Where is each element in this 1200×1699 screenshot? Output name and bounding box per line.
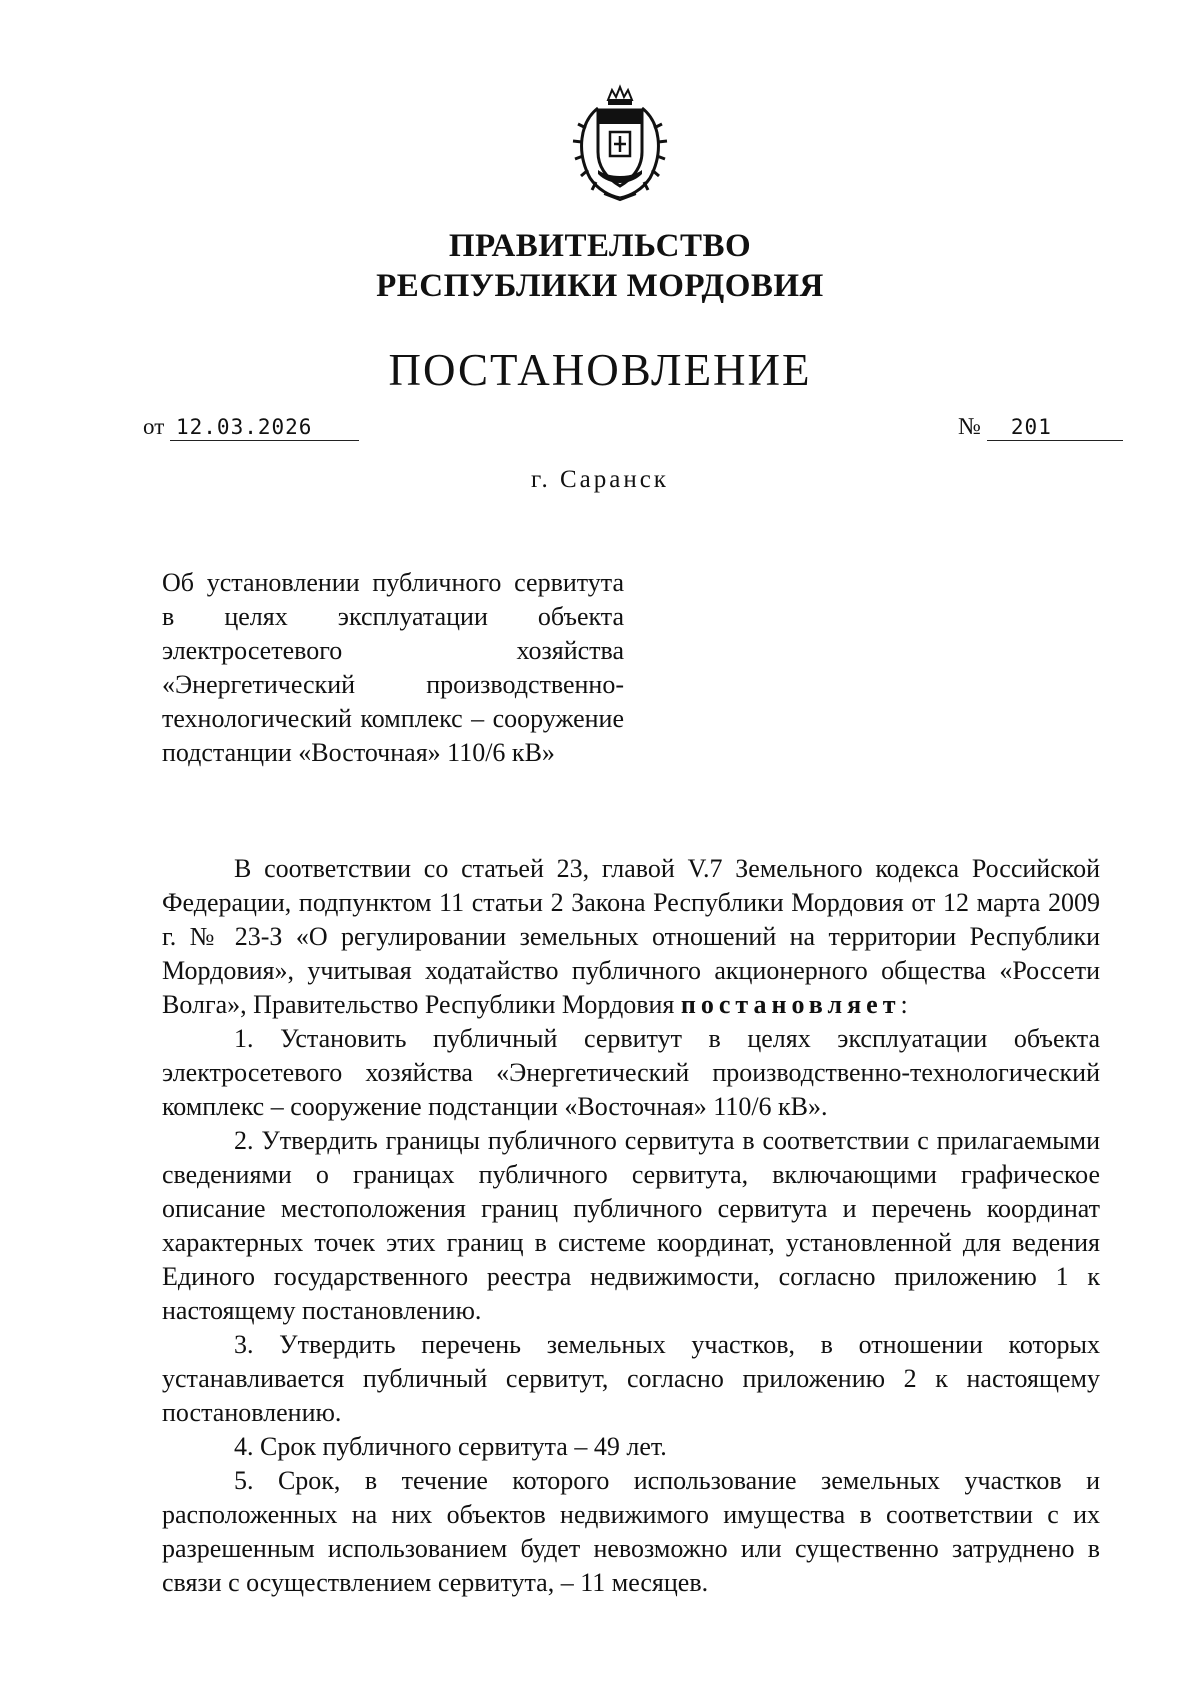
- decree-item: 1. Установить публичный сервитут в целях эксплуатации объекта электросетевого хозяйства «Энергетический производственно-технологический комплекс – сооружение подстанции «Восточная» 110/6 кВ».: [162, 1024, 1100, 1121]
- organization-name-line2: РЕСПУБЛИКИ МОРДОВИЯ: [376, 268, 824, 304]
- document-title: Об установлении публичного сервитута в целях эксплуатации объекта электросетевого хозяйства «Энергетический производственно-технологический комплекс – сооружение подстанции «Восточная» 110/6 кВ»: [162, 568, 624, 767]
- city-of-issue: г. Саранск: [531, 466, 669, 493]
- decree-item: 4. Срок публичного сервитута – 49 лет.: [234, 1432, 667, 1461]
- document-date-row: [143, 414, 359, 441]
- date-prefix: от: [143, 414, 165, 439]
- organization-name-line1: ПРАВИТЕЛЬСТВО: [448, 228, 752, 264]
- document-body: [162, 852, 1100, 1600]
- decree-item: 2. Утвердить границы публичного сервитута в соответствии с прилагаемыми сведениями о границах публичного сервитута, включающими графическое описание местоположения границ публичного сервитута и перечень координат характерных точек этих границ в системе координат, установленной для ведения Единого государственного реестра недвижимости, согласно приложению 1 к настоящему постановлению.: [162, 1126, 1100, 1325]
- decree-word: постановляет: [680, 990, 901, 1019]
- preamble-paragraph: [162, 852, 1100, 1022]
- document-date: 12.03.2026: [170, 414, 359, 441]
- document-number: 201: [987, 414, 1123, 441]
- document-number-row: [958, 414, 1123, 441]
- document-type-heading: ПОСТАНОВЛЕНИЕ: [388, 345, 812, 395]
- decree-item: 3. Утвердить перечень земельных участков, в отношении которых устанавливается публичный сервитут, согласно приложению 2 к настоящему постановлению.: [162, 1330, 1100, 1427]
- preamble-text: В соответствии со статьей 23, главой V.7 Земельного кодекса Российской Федерации, подпунктом 11 статьи 2 Закона Республики Мордовия от 12 марта 2009 г. № 23-З «О регулировании земельных отношений на территории Республики Мордовия», учитывая ходатайство публичного акционерного общества «Россети Волга», Правительство Республики Мордовия: [162, 854, 1100, 1019]
- coat-of-arms-emblem: [568, 82, 672, 206]
- decree-colon: :: [900, 990, 908, 1019]
- number-prefix: №: [958, 414, 981, 440]
- decree-item: 5. Срок, в течение которого использование земельных участков и расположенных на них объектов недвижимого имущества в соответствии с их разрешенным использованием будет невозможно или существенно затруднено в связи с осуществлением сервитута, – 11 месяцев.: [162, 1466, 1100, 1597]
